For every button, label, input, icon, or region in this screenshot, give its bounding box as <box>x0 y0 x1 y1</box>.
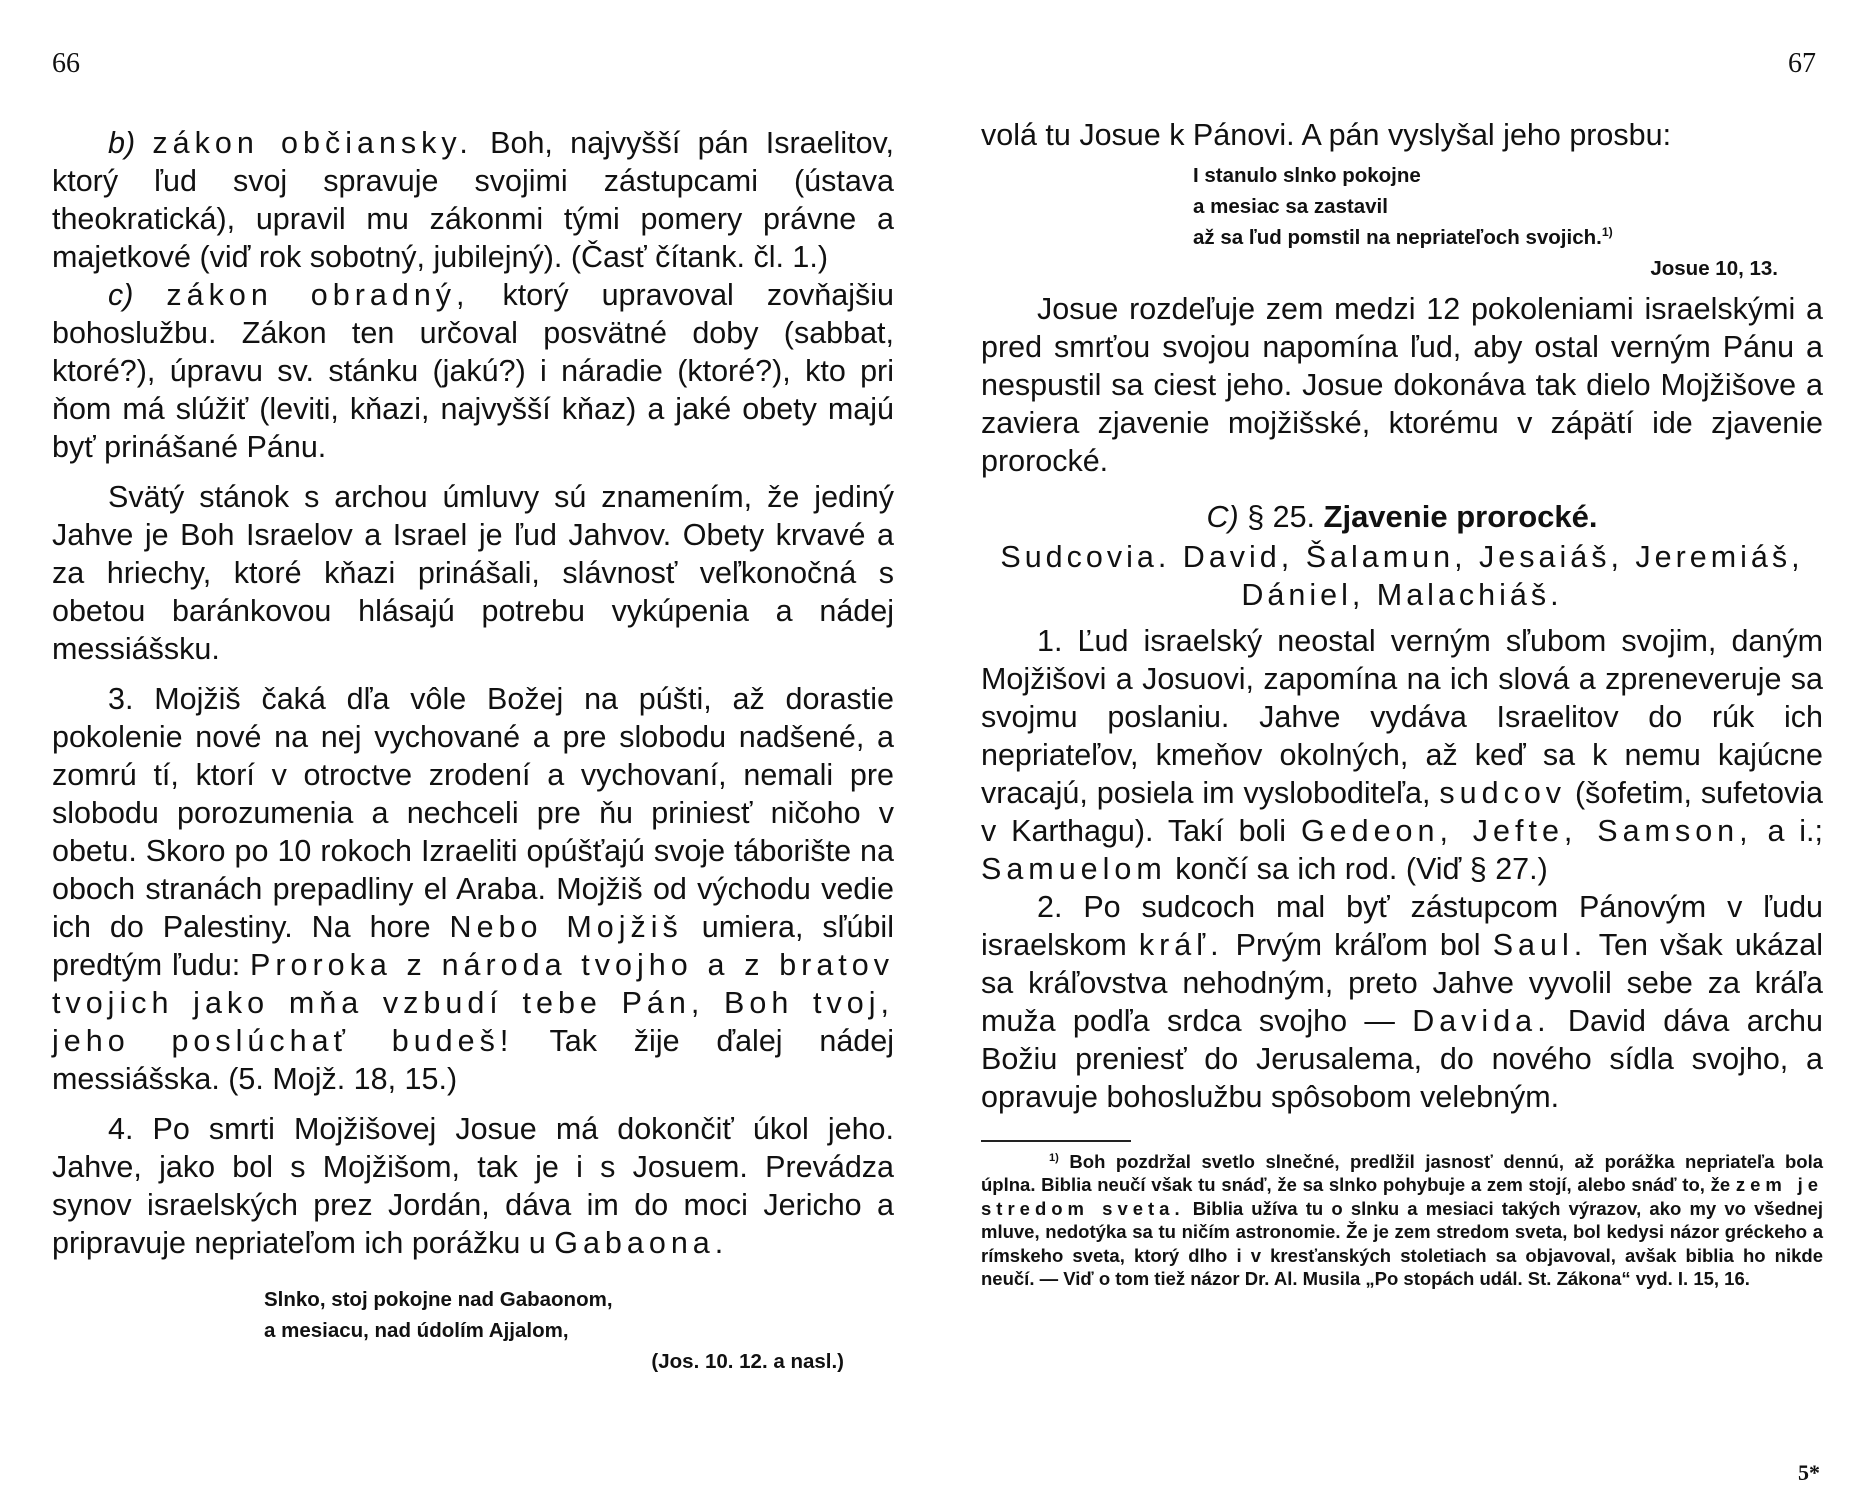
section-subheading <box>981 538 1823 614</box>
quote-reference: (Jos. 10. 12. a nasl.) <box>651 1350 844 1373</box>
paragraph-text: ktorý upravoval zovňajšiu bohoslužbu. Zákon ten určoval posvätné doby (sabbat, ktoré?), úpravu sv. stánku (jakú?) i náradie (ktoré?), kto pri ňom má slúžiť (leviti, kňazi, najvyšší kňaz) a jaké obety majú byť prinášané Pánu. <box>52 278 894 464</box>
right-page <box>937 0 1874 1500</box>
footnote <box>981 1150 1823 1290</box>
page-number: 66 <box>52 48 80 79</box>
footnote-reference: 1) <box>1601 225 1613 240</box>
spaced-term: zem je stredom sveta. <box>981 1174 1824 1219</box>
spaced-term: Davida. <box>1412 1004 1551 1038</box>
quote-joshua-10-12 <box>264 1284 844 1377</box>
paragraph-text: Ten však ukázal sa kráľovstva nehodným, preto Jahve vyvolil sebe za kráľa muža podľa srdca svojho — <box>981 928 1823 1038</box>
footnote-divider <box>981 1140 1131 1142</box>
paragraph-text: 2. Po sudcoch mal byť zástupcom Pánovým v ľudu israelskom <box>981 890 1823 962</box>
spaced-term: zákon obradný, <box>166 278 470 312</box>
spaced-term: kráľ. <box>1138 928 1224 962</box>
left-text-column <box>52 124 894 1377</box>
quote-line: a mesiac sa zastavil <box>1193 195 1388 218</box>
quote-line: Slnko, stoj pokojne nad Gabaonom, <box>264 1288 613 1311</box>
quote-line <box>1193 222 1778 253</box>
quote-joshua-10-13 <box>1193 160 1778 284</box>
spaced-prophecy: Proroka z národa tvojho a z bratov tvojich jako mňa vzbudí tebe Pán, Boh tvoj, jeho poslúchať budeš! <box>52 948 894 1058</box>
quote-reference: Josue 10, 13. <box>1650 257 1778 280</box>
footnote-text: Boh pozdržal svetlo slnečné, predlžil jasnosť dennú, až porážka nepriateľa bola úplna. Biblia neučí však tu snáď, že sa slnko pohybuje a zem stojí, alebo snáď to, že <box>981 1151 1823 1196</box>
paragraph-text: 3. Mojžiš čaká dľa vôle Božej na púšti, až dorastie pokolenie nové na nej vychované a pre slobodu nadšené, a zomrú tí, ktorí v otroctve zrodení a vychovaní, nemali pre slobodu porozumenia a nechceli pre ňu priniesť ničoho v obetu. Skoro po 10 rokoch Izraeliti opúšťajú svoje táborište na oboch stranách prepadliny el Araba. Mojžiš od východu vedie ich do Palestiny. Na hore <box>52 682 894 944</box>
paragraph-text: 4. Po smrti Mojžišovej Josue má dokončiť úkol jeho. Jahve, jako bol s Mojžišom, tak je i s Josuem. Prevádza synov israelských prez Jordán, dáva im do moci Jericho a pripravuje nepriateľom ich porážku u <box>52 1112 894 1260</box>
section-letter: C) <box>1206 500 1239 534</box>
signature-mark: 5* <box>1798 1460 1820 1485</box>
section-title: Zjavenie prorocké. <box>1323 499 1598 534</box>
paragraph-text: končí sa ich rod. (Viď § 27.) <box>1166 852 1548 886</box>
spaced-term: Gabaona. <box>554 1226 729 1260</box>
paragraph-civil-law <box>52 124 894 276</box>
item-label: b) <box>108 126 136 160</box>
paragraph-text: a i.; <box>1752 814 1823 848</box>
right-text-column <box>981 116 1823 1290</box>
spaced-term: Saul. <box>1492 928 1588 962</box>
paragraph-text: Tak žije ďalej nádej messiášska. (5. Mojž. 18, 15.) <box>52 1024 894 1096</box>
paragraph-text: Prvým kráľom bol <box>1223 928 1493 962</box>
quote-line: I stanulo slnko pokojne <box>1193 164 1421 187</box>
quote-line-text: až sa ľud pomstil na nepriateľoch svojich. <box>1193 226 1602 249</box>
paragraph-text: David dáva archu Božiu preniesť do Jerusalema, do nového sídla svojho, a opravuje bohoslužbu spôsobom velebným. <box>981 1004 1823 1114</box>
paragraph-4 <box>52 1110 894 1262</box>
footnote-mark: 1) <box>1049 1151 1059 1164</box>
spaced-term: Samuelom <box>981 852 1167 886</box>
paragraph-3 <box>52 680 894 1098</box>
paragraph-text: Boh, najvyšší pán Israelitov, ktorý ľud svoj spravuje svojimi zástupcami (ústava theokratická), upravil mu zákonmi tými pomery právne a majetkové (viď rok sobotný, jubilejný). (Časť čítank. čl. 1.) <box>52 126 894 274</box>
spaced-term: Nebo Mojžiš <box>449 910 683 944</box>
subheading-line: Dániel, Malachiáš. <box>1241 578 1563 612</box>
paragraph-text: 1. Ľud israelský neostal verným sľubom svojim, daným Mojžišovi a Josuovi, zapomína na ich slová a zpreneveruje sa svojmu poslaniu. Jahve vydáva Israelitov do rúk ich nepriateľov, kmeňov okolných, až keď sa k nemu kajúcne vracajú, posiela im vysloboditeľa, <box>981 624 1823 810</box>
section-number: § 25. <box>1247 500 1316 534</box>
spaced-term: sudcov <box>1439 776 1567 810</box>
paragraph-1 <box>981 622 1823 888</box>
paragraph-text: umiera, sľúbil predtým ľudu: <box>52 910 894 982</box>
item-label: c) <box>108 278 134 312</box>
paragraph-text: (šofetim, sufetovia v Karthagu). Takí boli <box>981 776 1823 848</box>
paragraph-land-division: Josue rozdeľuje zem medzi 12 pokoleniami israelskými a pred smrťou svojou napomína ľud, aby ostal verným Pánu a nespustil sa ciest jeho. Josue dokonáva tak dielo Mojžišove a zaviera zjavenie mojžišské, ktorému v zápätí ide zjavenie prorocké. <box>981 292 1823 478</box>
paragraph-ritual-law <box>52 276 894 466</box>
paragraph-tabernacle: Svätý stánok s archou úmluvy sú znamením, že jediný Jahve je Boh Israelov a Israel je ľud Jahvov. Obety krvavé a za hriechy, ktoré kňazi prinášali, slávnosť veľkonočná s obetou baránkovou hlásajú potrebu vykúpenia a nádej messiášsku. <box>52 480 894 666</box>
spaced-term: Gedeon, Jefte, Samson, <box>1300 814 1753 848</box>
page-number: 67 <box>1788 48 1816 79</box>
section-heading <box>981 498 1823 536</box>
paragraph-2 <box>981 888 1823 1116</box>
paragraph-continuation: volá tu Josue k Pánovi. A pán vyslyšal jeho prosbu: <box>981 118 1672 152</box>
subheading-line: Sudcovia. David, Šalamun, Jesaiáš, Jeremiáš, <box>1000 540 1804 574</box>
quote-line: a mesiacu, nad údolím Ajjalom, <box>264 1319 569 1342</box>
footnote-text: Biblia užíva tu o slnku a mesiaci takých výrazov, ako my vo všednej mluve, nedotýka sa tu ničím astronomie. Že je zem stredom sveta, bol kedysi názor gréckeho a rímskeho sveta, ktorý dlho i v kresťanských stoletiach sa objavoval, avšak biblia ho nikde neučí. — Viď o tom tiež názor Dr. Al. Musila „Po stopách udál. St. Zákona“ vyd. I. 15, 16. <box>981 1197 1823 1290</box>
spaced-term: zákon občiansky. <box>152 126 473 160</box>
